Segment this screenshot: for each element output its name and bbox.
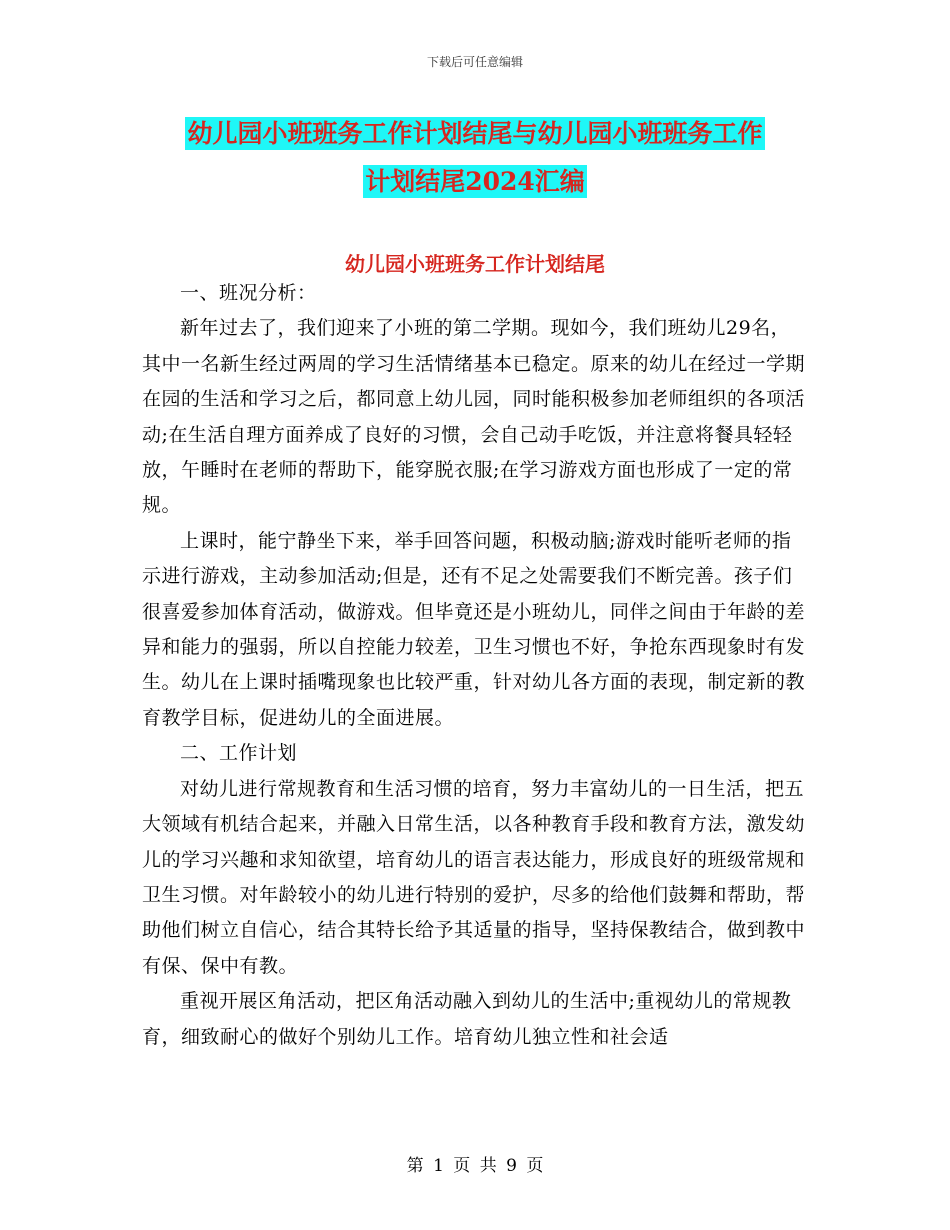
page-header-note: 下载后可任意编辑	[426, 55, 523, 69]
title-line-1: 幼儿园小班班务工作计划结尾与幼儿园小班班务工作	[187, 119, 763, 148]
paragraph-heading-work-plan: 二、工作计划	[180, 742, 298, 765]
paragraph-heading-class-analysis: 一、班况分析：	[180, 282, 317, 304]
paragraph: 重视开展区角活动，把区角活动融入到幼儿的生活中;重视幼儿的常规教育，细致耐心的做好个别幼儿工作。培育幼儿独立性和社会适	[142, 990, 792, 1048]
paragraph: 对幼儿进行常规教育和生活习惯的培育，努力丰富幼儿的一日生活，把五大领域有机结合起来，并融入日常生活，以各种教育手段和教育方法，激发幼儿的学习兴趣和求知欲望，培育幼儿的语言表达能力，形成良好的班级常规和卫生习惯。对年龄较小的幼儿进行特别的爱护，尽多的给他们鼓舞和帮助，帮助他们树立自信心，结合其特长给予其适量的指导，坚持保教结合，做到教中有保、保中有教。	[142, 777, 806, 977]
paragraph: 上课时，能宁静坐下来，举手回答问题，积极动脑;游戏时能听老师的指示进行游戏，主动参加活动;但是，还有不足之处需要我们不断完善。孩子们很喜爱参加体育活动，做游戏。但毕竟还是小班幼儿，同伴之间由于年龄的差异和能力的强弱，所以自控能力较差，卫生习惯也不好，争抢东西现象时有发生。幼儿在上课时插嘴现象也比较严重，针对幼儿各方面的表现，制定新的教育教学目标，促进幼儿的全面进展。	[142, 529, 806, 729]
document-title	[140, 110, 810, 206]
title-line-2: 计划结尾2024汇编	[365, 167, 585, 196]
paragraph: 新年过去了，我们迎来了小班的第二学期。现如今，我们班幼儿29名，其中一名新生经过两周的学习生活情绪基本已稳定。原来的幼儿在经过一学期在园的生活和学习之后，都同意上幼儿园，同时能积极参加老师组织的各项活动;在生活自理方面养成了良好的习惯，会自己动手吃饭，并注意将餐具轻轻放，午睡时在老师的帮助下，能穿脱衣服;在学习游戏方面也形成了一定的常规。	[142, 317, 806, 517]
document-body	[142, 276, 806, 1055]
page-number: 第 1 页 共 9 页	[406, 1156, 544, 1176]
section-title: 幼儿园小班班务工作计划结尾	[345, 252, 605, 276]
